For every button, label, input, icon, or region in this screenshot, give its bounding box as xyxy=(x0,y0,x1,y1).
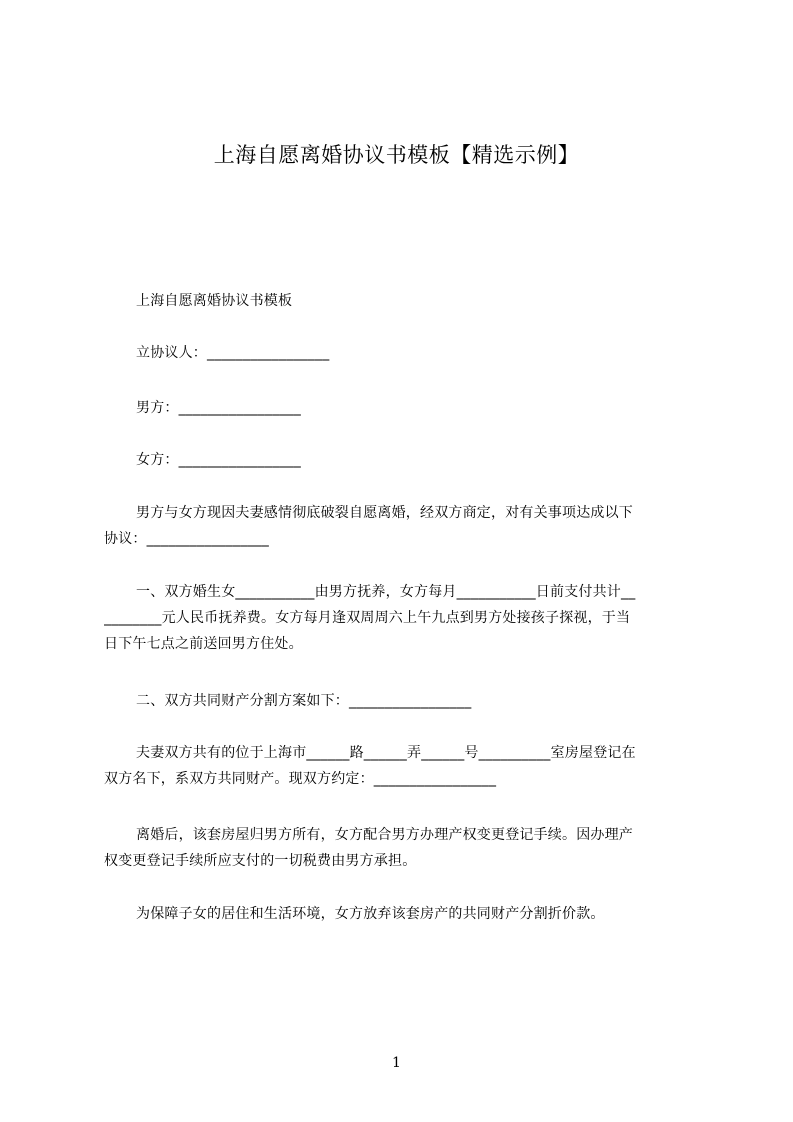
paragraph-line: 双方名下，系双方共同财产。现双方约定：_________________ xyxy=(104,771,497,787)
document-title: 上海自愿离婚协议书模板【精选示例】 xyxy=(213,143,580,167)
paragraph-line: 夫妻双方共有的位于上海市______路______弄______号__________室房屋登记在 xyxy=(136,745,636,761)
paragraph-line: 一、双方婚生女___________由男方抚养，女方每月___________日前支付共计__ xyxy=(136,584,636,600)
paragraph-line: 二、双方共同财产分割方案如下：_________________ xyxy=(136,693,472,709)
field-husband-text: 男方：_________________ xyxy=(136,400,301,416)
field-wife xyxy=(104,447,700,473)
paragraph-line: 日下午七点之前送回男方住处。 xyxy=(104,636,303,652)
field-wife-text: 女方：_________________ xyxy=(136,452,301,468)
subtitle-text: 上海自愿离婚协议书模板 xyxy=(136,293,293,309)
document-subtitle xyxy=(104,288,700,314)
field-party xyxy=(104,340,700,366)
field-husband xyxy=(104,395,700,421)
paragraph-line: ________元人民币抚养费。女方每月逢双周周六上午九点到男方处接孩子探视，于当 xyxy=(104,610,631,626)
paragraph-after-divorce xyxy=(104,822,700,874)
paragraph-preamble xyxy=(104,500,700,552)
paragraph-property xyxy=(104,740,700,792)
page-number: 1 xyxy=(392,1055,401,1071)
paragraph-clause-1 xyxy=(104,579,700,657)
paragraph-clause-2 xyxy=(104,688,700,714)
paragraph-line: 为保障子女的居住和生活环境，女方放弃该套房产的共同财产分割折价款。 xyxy=(136,906,605,922)
paragraph-line: 男方与女方现因夫妻感情彻底破裂自愿离婚，经双方商定，对有关事项达成以下 xyxy=(136,505,633,521)
paragraph-children-housing xyxy=(104,901,700,927)
paragraph-line: 协议：_________________ xyxy=(104,531,269,547)
field-party-text: 立协议人：_________________ xyxy=(136,345,330,361)
paragraph-line: 离婚后，该套房屋归男方所有，女方配合男方办理产权变更登记手续。因办理产 xyxy=(136,827,633,843)
paragraph-line: 权变更登记手续所应支付的一切税费由男方承担。 xyxy=(104,853,417,869)
